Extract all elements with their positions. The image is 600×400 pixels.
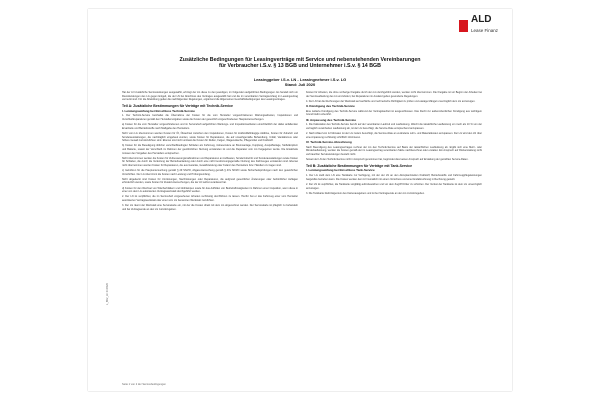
title-line-2: für Verbraucher i.S.v. § 13 BGB und Unternehmer i.S.v. § 14 BGB — [219, 63, 381, 70]
section-heading: III. Anpassung des Technik-Service — [306, 117, 357, 122]
document-title — [128, 57, 472, 70]
section-heading: II. Kündigung des Technik-Service — [306, 103, 355, 108]
side-form-code: L_B02_LF 07/2020 — [106, 282, 109, 305]
title-line-1: Zusätzliche Bedingungen für Leasingverträge mit Service und nebenstehenden Vereinbarungen — [179, 57, 421, 63]
section-heading: Teil B: Zusätzliche Bestimmungen für Verträge mit Tank-Service — [306, 163, 413, 168]
paragraph: a) Kosten für die vom Hersteller vorgeschriebenen und im Serviceheft aufgeführten Wartungs- und Inspektionsarbeiten einschließlich der dabei anfallenden Ersatzteile und Betriebsstoffe nach Maßgabe des Herstellers. — [122, 123, 298, 130]
ald-lease-finanz-logo — [459, 15, 498, 36]
paragraph: 3. Die Tankkarte bleibt Eigentum des Kartenausgebers und ist bei Vertragsende an den LG zurückzugeben. — [306, 191, 425, 195]
paragraph: d) Kosten für den Wechsel von Wischerblättern und Glühlampen sowie für das Auffüllen von Betriebsflüssigkeiten im Rahmen einer Inspektion, wenn diese in einer von dem LG autorisierten Vertragswerkstatt durchgeführt werden. — [122, 186, 298, 194]
paragraph: 2. Der LN ist verpflichtet, die im Serviceheft vorgesehenen Arbeiten rechtzeitig durchführen zu lassen. Hierfür hat er das Fahrzeug einer vom Hersteller autorisierten Vertragswerkstatt oder einer vom LG benannten Werkstatt zuzuführen. — [122, 195, 298, 202]
paragraph: Hat der LN zusätzliche Serviceleistungen ausgewählt, erbringt der LG diese zu den jeweiligen, im Folgenden aufgeführten Bedingungen. Es handelt sich um Dienstleistungen des LG gegen Entgelt, die der LN bei Abschluss des Vertrages ausgewählt hat und die im vereinbarten Vertragsumfang im Leasingvertrag vermerkt sind. Für die Abwicklung gelten die nachfolgenden Regelungen, ergänzend die Allgemeinen Geschäftsbedingungen des Leasingvertrages. — [122, 91, 298, 102]
paragraph: 1. Der Technik-Service beinhaltet die Übernahme der Kosten für die vom Hersteller vorgeschriebenen Wartungsarbeiten, Inspektionen und Verschleißreparaturen gemäß den Herstellervorgaben sowie die Kosten der gesetzlich vorgeschriebenen Hauptuntersuchungen. — [122, 114, 298, 121]
paragraph: 3. Der LG räumt der Werkstatt eine Servicekarte ein, mit der die Kosten direkt mit dem LG abgerechnet werden. Der Servicekarte ist pfleglich zu behandeln und bei Vertragsende an den LG zurückzugeben. — [122, 204, 298, 211]
document-page — [88, 9, 512, 391]
title-date: Stand: Juli 2020 — [284, 81, 316, 87]
document-subtitle — [128, 78, 472, 88]
right-text-column — [306, 91, 482, 197]
paragraph: b) Kosten für die Beseitigung üblicher verschleißbedingter Schäden am Fahrzeug, insbesondere an Bremsanlage, Kupplung, Auspuffanlage, Stoßdämpfern und Batterie, soweit der Verschleiß im Rahmen der gewöhnlichen Nutzung entstanden ist und die Reparatur vom LG freigegeben wurde. Die Ersatzteile müssen den Vorgaben des Herstellers entsprechen. — [122, 144, 298, 155]
logo-brand — [471, 15, 498, 36]
paragraph: 1. Die Kalkulation des Technik-Service beruht auf der vereinbarten Laufzeit und Laufleistung. Weicht die tatsächliche Laufleistung um mehr als 10 % von der vertraglich vereinbarten Laufleistung ab, ist der LG berechtigt, die Service-Rate entsprechend anzupassen. — [306, 123, 482, 130]
logo-red-square-icon — [459, 20, 468, 32]
logo-division-text: Lease Finanz — [470, 28, 498, 33]
section-heading: IV. Technik-Service-Abrechnung — [306, 139, 352, 144]
logo-brand-text: ALD — [470, 14, 492, 25]
section-heading: Teil A: Zusätzliche Bestimmungen für Verträge mit Technik-Service — [122, 103, 233, 108]
paragraph: 4. Der LN hat die Rechnungen der Werkstatt auf sachliche und rechnerische Richtigkeit zu prüfen und etwaige Mängel unverzüglich dem LG anzuzeigen. — [306, 99, 476, 103]
section-heading: I. Leistungsumfang bei Einschluss Tank-Service — [306, 168, 375, 173]
page-footer: Seite 1 von 2 der Servicebedingungen — [122, 383, 166, 386]
paragraph: 2. Der LN ist verpflichtet, die Tankkarte sorgfältig aufzubewahren und vor dem Zugriff Dritter zu schützen. Der Verlust der Tankkarte ist dem LG unverzüglich anzuzeigen. — [306, 183, 482, 190]
paragraph: 2. Nach Ablauf von 12 Monaten ist der LG zudem berechtigt, die Service-Rate an veränderte Lohn- und Materialkosten anzupassen. Der LG wird den LN über eine Anpassung rechtzeitig schriftlich informieren. — [306, 132, 482, 139]
paragraph: Eine isolierte Kündigung des Technik-Service während der Vertragslaufzeit ist ausgeschlossen. Das Recht zur außerordentlichen Kündigung aus wichtigem Grund bleibt unberührt. — [306, 109, 482, 117]
paragraph: c) Gebühren für die Hauptuntersuchung gemäß § 29 StVZO, Abgasuntersuchung gemäß § 47a StVZO sowie Sicherheitsprüfungen nach den gesetzlichen Vorschriften. Der LG übernimmt die Kosten nach Leistung und Prüfungsumfang. — [122, 169, 298, 176]
section-heading: I. Leistungsumfang bei Einschluss Technik-Service — [122, 108, 195, 113]
paragraph: Nicht vom LG übernommen werden Kosten für Öl, Ölwechsel zwischen den Inspektionen, Kosten für kraftstoffabhängige Additive, Kosten für Zubehör und Sonderausstattungen, die nachträglich eingebaut wurden, sowie Kosten für Reparaturen, die auf unsachgemäße Behandlung, Unfall, Vandalismus oder höhere Gewalt zurückzuführen sind. Ebenso sind nicht umfasst die Kosten für Reifen, Felgen, Wagenwäsche, Pflegemittel und Kraftstoff. — [122, 131, 298, 143]
paragraph: Nicht übernommen werden die Kosten für Verbesserungsmaßnahmen und Reparaturen an Aufbauten, Sonderzubehör und Sonderausstattungen sowie Kosten für Schäden, die durch die Verletzung der Betriebsanleitung oder durch eine nicht bestimmungsgemäße Nutzung des Fahrzeuges entstanden sind. Ebenso nicht übernommen werden Kosten für Reparaturen, die aus Garantie, Gewährleistung oder Kulanz des Herstellers bzw. Händlers zu tragen sind. — [122, 156, 298, 167]
paragraph: 1. Der LG stellt dem LN eine Tankkarte zur Verfügung, mit der der LN an den Akzeptanzstellen Kraftstoff, Betriebsstoffe und Fahrzeugpflegeleistungen bargeldlos beziehen kann. Die Kosten werden dem LN monatlich mit einem Vorschuss und einer Endabrechnung in Rechnung gestellt. — [306, 174, 482, 181]
paragraph: Kosten für Arbeiten, die ohne vorherige Freigabe durch den LG durchgeführt wurden, werden nicht übernommen. Die Freigabe ist vor Beginn der Arbeiten bei der Serviceabteilung des LG einzuholen; bei Reparaturen im Ausland gelten gesonderte Regelungen. — [306, 91, 482, 98]
title-line-3: Leasinggeber i.S.v. LN - Leasingnehmer i.S.v. LG — [253, 77, 347, 82]
paragraph: Soweit der LN den Technik-Service nicht in Anspruch genommen hat, begründet dies keinen Anspruch auf Erstattung der gezahlten Service-Raten. — [306, 158, 469, 162]
paragraph: Nach Beendigung des Leasingvertrages rechnet der LG den Technik-Service auf Basis der tatsächlichen Laufleistung ab. Ergibt sich eine Mehr- oder Minderlaufleistung, werden die Kosten gemäß der im Leasingvertrag vereinbarten Sätze nachberechnet oder erstattet. Ein Anspruch auf Rückerstattung nicht verbrauchter Serviceleistungen besteht nicht. — [306, 145, 482, 156]
paragraph: Nicht abgedeckt sind Kosten für Umrüstungen, Nachrüstungen oder Reparaturen, die aufgrund gesetzlicher Änderungen oder behördlicher Auflagen erforderlich werden, sowie Kosten für Zusatzuntersuchungen, die der LN selbst veranlasst hat. — [122, 177, 298, 185]
left-text-column — [122, 91, 298, 213]
